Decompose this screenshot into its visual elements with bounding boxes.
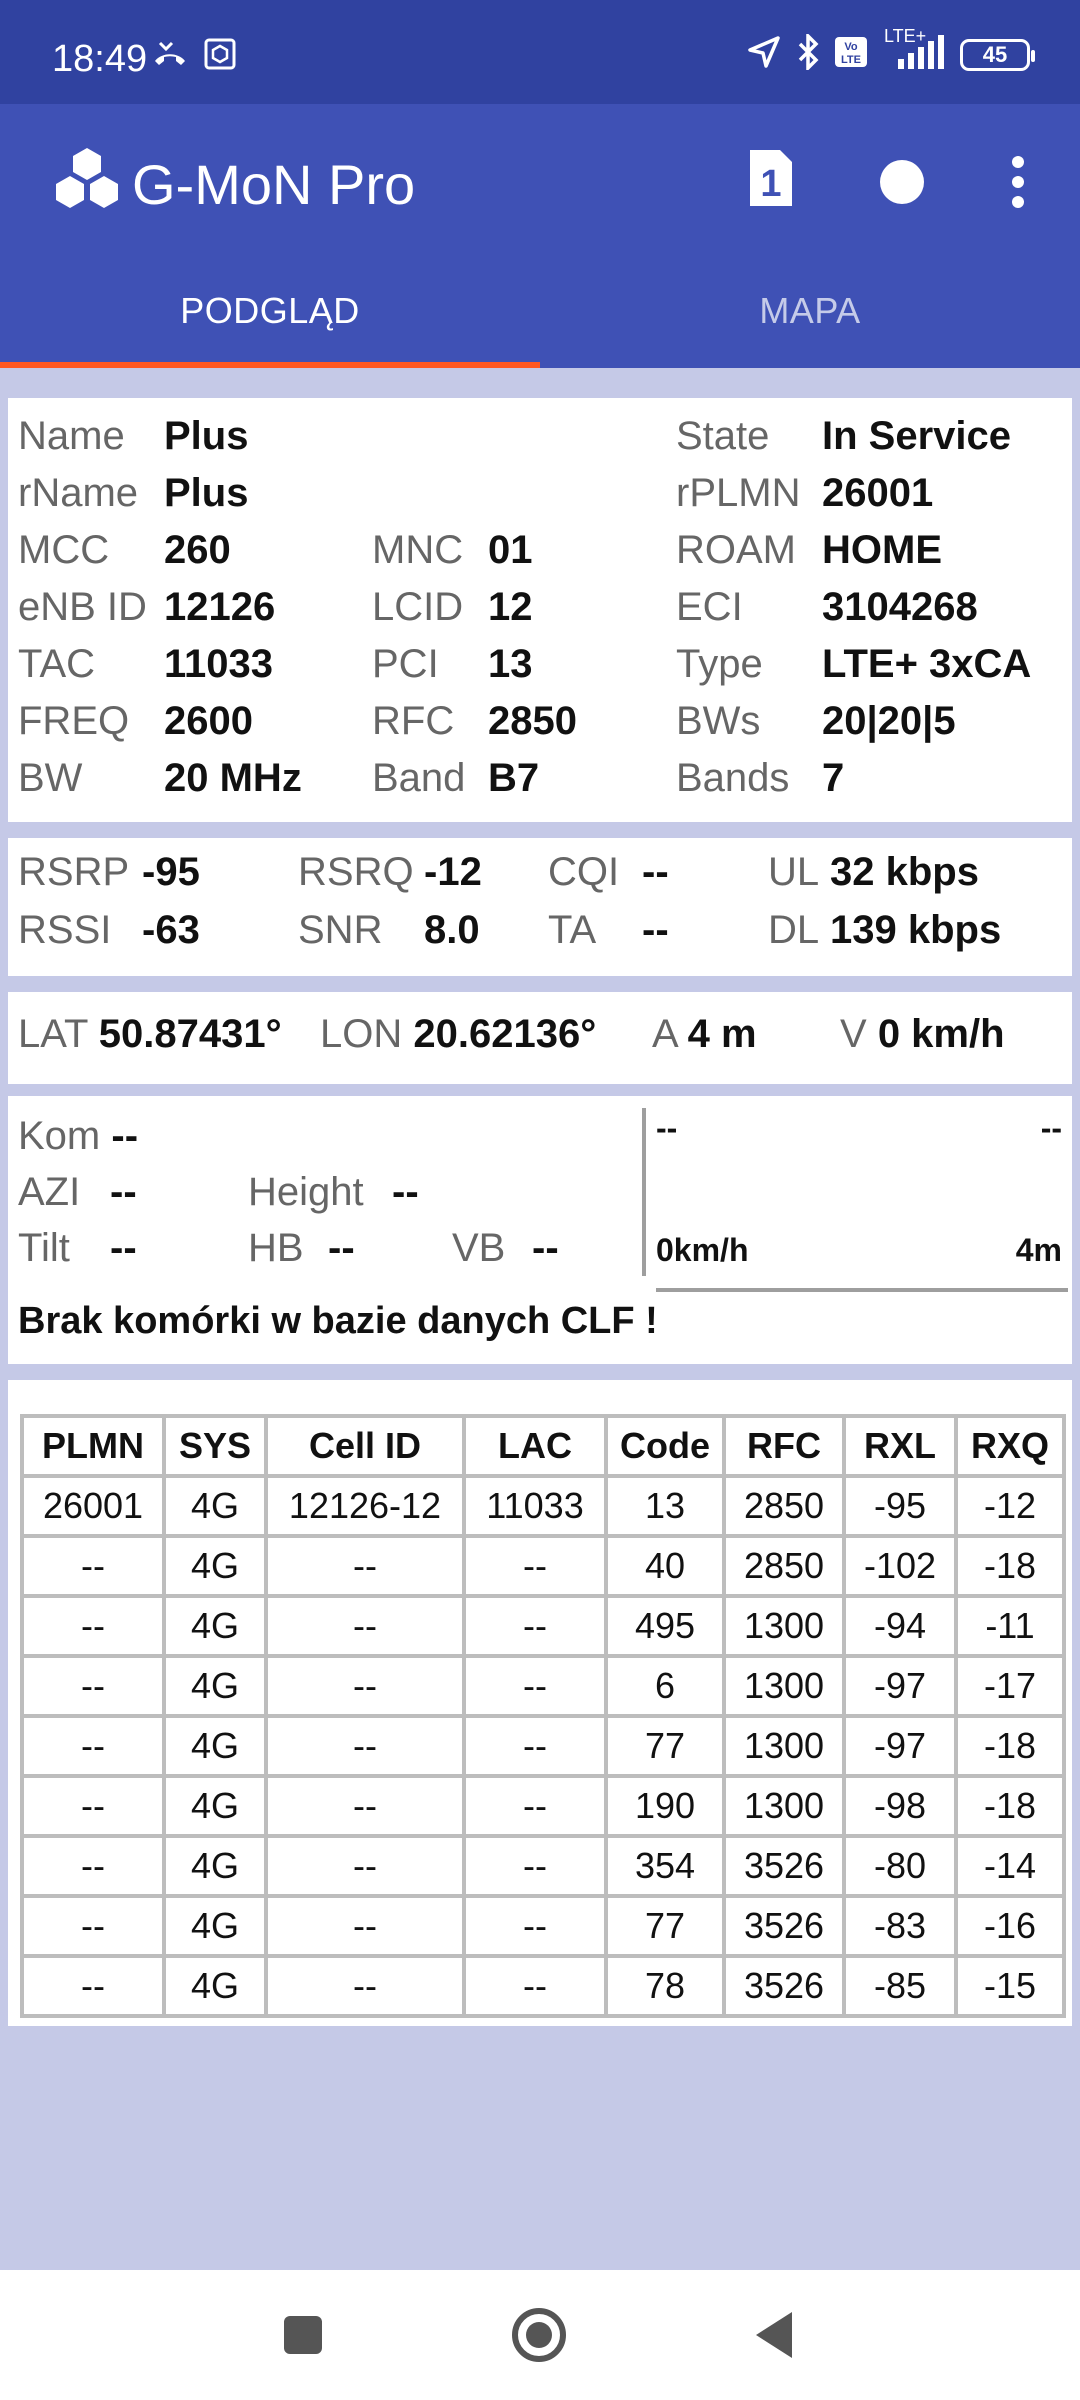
table-row xyxy=(22,1476,1064,1536)
table-row xyxy=(22,1596,1064,1656)
missed-call-icon xyxy=(152,39,188,74)
table-cell: 3526 xyxy=(724,1956,844,2016)
mcc-value: 260 xyxy=(164,528,231,572)
table-row xyxy=(22,1716,1064,1776)
rfc-label: RFC xyxy=(372,699,455,743)
band-label: Band xyxy=(372,756,466,800)
table-cell: -- xyxy=(464,1896,606,1956)
battery-icon: 45 xyxy=(960,39,1030,71)
lcid-label: LCID xyxy=(372,585,464,629)
col-plmn: PLMN xyxy=(22,1416,164,1476)
table-cell: -14 xyxy=(956,1836,1064,1896)
table-row xyxy=(22,1836,1064,1896)
bw-value: 20 MHz xyxy=(164,756,302,800)
rplmn-label: rPLMN xyxy=(676,471,801,515)
table-cell: 495 xyxy=(606,1596,724,1656)
col-code: Code xyxy=(606,1416,724,1476)
table-cell: -- xyxy=(22,1596,164,1656)
table-cell: 354 xyxy=(606,1836,724,1896)
table-cell: -97 xyxy=(844,1656,956,1716)
signal-card xyxy=(8,838,1072,976)
table-row xyxy=(22,1536,1064,1596)
tac-label: TAC xyxy=(18,642,96,686)
table-cell: 4G xyxy=(164,1896,266,1956)
table-cell: -- xyxy=(266,1956,464,2016)
table-cell: -83 xyxy=(844,1896,956,1956)
cqi-label: CQI xyxy=(548,850,620,894)
graph-top-right: -- xyxy=(1040,1110,1062,1146)
table-cell: 12126-12 xyxy=(266,1476,464,1536)
freq-label: FREQ xyxy=(18,699,130,743)
rplmn-value: 26001 xyxy=(822,471,934,515)
table-cell: 1300 xyxy=(724,1776,844,1836)
table-cell: -- xyxy=(22,1836,164,1896)
state-label: State xyxy=(676,414,770,458)
table-cell: -- xyxy=(22,1536,164,1596)
table-cell: -11 xyxy=(956,1596,1064,1656)
graph-bottom-right: 4m xyxy=(1015,1232,1062,1268)
neighbor-cells-table xyxy=(20,1414,1066,2018)
tilt-value: -- xyxy=(110,1226,137,1270)
col-rxl: RXL xyxy=(844,1416,956,1476)
enb-value: 12126 xyxy=(164,585,276,629)
name-label: Name xyxy=(18,414,125,458)
back-button[interactable] xyxy=(756,2312,792,2358)
site-card xyxy=(8,1096,1072,1364)
table-header-row xyxy=(22,1416,1064,1476)
table-cell: 4G xyxy=(164,1476,266,1536)
table-cell: -- xyxy=(464,1596,606,1656)
type-label: Type xyxy=(676,642,763,686)
table-cell: 40 xyxy=(606,1536,724,1596)
neighbor-cells-card xyxy=(8,1380,1072,2026)
rsrp-value: -95 xyxy=(142,850,200,894)
table-cell: -18 xyxy=(956,1716,1064,1776)
tab-podglad[interactable]: PODGLĄD xyxy=(0,254,540,368)
table-cell: 6 xyxy=(606,1656,724,1716)
roam-value: HOME xyxy=(822,528,942,572)
table-cell: 4G xyxy=(164,1656,266,1716)
signal-icon xyxy=(882,26,946,74)
lon-value: 20.62136° xyxy=(413,1012,597,1056)
kom-value: -- xyxy=(111,1114,139,1158)
sim-label: 1 xyxy=(760,163,782,205)
rssi-value: -63 xyxy=(142,908,200,952)
freq-value: 2600 xyxy=(164,699,253,743)
graph-top-left: -- xyxy=(656,1110,678,1146)
table-cell: 2850 xyxy=(724,1476,844,1536)
table-cell: 190 xyxy=(606,1776,724,1836)
home-button[interactable] xyxy=(512,2308,566,2362)
table-cell: -- xyxy=(266,1716,464,1776)
table-cell: 2850 xyxy=(724,1536,844,1596)
col-rxq: RXQ xyxy=(956,1416,1064,1476)
col-sys: SYS xyxy=(164,1416,266,1476)
rsrq-value: -12 xyxy=(424,850,482,894)
mnc-value: 01 xyxy=(488,528,533,572)
table-row xyxy=(22,1956,1064,2016)
tab-mapa[interactable]: MAPA xyxy=(759,290,861,331)
azi-label: AZI xyxy=(18,1170,81,1214)
hexagon-logo-icon xyxy=(52,146,122,216)
tac-value: 11033 xyxy=(164,642,274,686)
table-cell: 77 xyxy=(606,1896,724,1956)
table-cell: -102 xyxy=(844,1536,956,1596)
bws-label: BWs xyxy=(676,699,761,743)
altitude-value: 4 m xyxy=(687,1012,757,1056)
eci-value: 3104268 xyxy=(822,585,978,629)
app-notification-icon xyxy=(204,38,236,75)
table-cell: -16 xyxy=(956,1896,1064,1956)
table-cell: -- xyxy=(464,1656,606,1716)
table-cell: 1300 xyxy=(724,1656,844,1716)
app-title: G-MoN Pro xyxy=(132,153,416,216)
clf-warning: Brak komórki w bazie danych CLF ! xyxy=(18,1300,658,1342)
table-row xyxy=(22,1896,1064,1956)
volte-icon xyxy=(834,36,868,73)
table-cell: 3526 xyxy=(724,1896,844,1956)
table-cell: -- xyxy=(266,1656,464,1716)
state-value: In Service xyxy=(822,414,1012,458)
pci-value: 13 xyxy=(488,642,533,686)
table-cell: -15 xyxy=(956,1956,1064,2016)
table-row xyxy=(22,1656,1064,1716)
vb-value: -- xyxy=(532,1226,559,1270)
speed-label: V xyxy=(840,1012,867,1056)
table-cell: -- xyxy=(464,1536,606,1596)
col-cell-id: Cell ID xyxy=(266,1416,464,1476)
graph-divider-vertical xyxy=(642,1108,646,1276)
cqi-value: -- xyxy=(642,850,669,894)
ta-value: -- xyxy=(642,908,669,952)
table-cell: -- xyxy=(266,1836,464,1896)
mnc-label: MNC xyxy=(372,528,464,572)
table-cell: -12 xyxy=(956,1476,1064,1536)
lcid-value: 12 xyxy=(488,585,533,629)
altitude-label: A xyxy=(652,1012,677,1056)
kom-label: Kom xyxy=(18,1114,101,1158)
table-cell: 4G xyxy=(164,1716,266,1776)
ul-label: UL xyxy=(768,850,820,894)
status-left-icons xyxy=(152,38,236,75)
name-value: Plus xyxy=(164,414,249,458)
table-cell: -- xyxy=(22,1776,164,1836)
table-cell: -- xyxy=(464,1836,606,1896)
table-cell: 3526 xyxy=(724,1836,844,1896)
table-cell: -17 xyxy=(956,1656,1064,1716)
table-cell: 4G xyxy=(164,1776,266,1836)
bw-label: BW xyxy=(18,756,83,800)
status-time: 18:49 xyxy=(52,38,148,80)
rsrp-label: RSRP xyxy=(18,850,130,894)
table-cell: -80 xyxy=(844,1836,956,1896)
table-cell: -- xyxy=(22,1956,164,2016)
table-cell: -18 xyxy=(956,1776,1064,1836)
dl-label: DL xyxy=(768,908,820,952)
location-arrow-icon xyxy=(746,34,782,75)
table-cell: -95 xyxy=(844,1476,956,1536)
lat-label: LAT xyxy=(18,1012,88,1056)
bws-value: 20|20|5 xyxy=(822,699,956,743)
table-cell: 26001 xyxy=(22,1476,164,1536)
eci-label: ECI xyxy=(676,585,743,629)
table-cell: -- xyxy=(22,1896,164,1956)
snr-value: 8.0 xyxy=(424,908,480,952)
table-cell: 13 xyxy=(606,1476,724,1536)
cell-info-card xyxy=(8,398,1072,822)
lat-value: 50.87431° xyxy=(98,1012,282,1056)
table-cell: -- xyxy=(22,1716,164,1776)
ul-value: 32 kbps xyxy=(830,850,979,894)
rssi-label: RSSI xyxy=(18,908,112,952)
table-row xyxy=(22,1776,1064,1836)
table-cell: 77 xyxy=(606,1716,724,1776)
table-cell: 11033 xyxy=(464,1476,606,1536)
table-cell: 4G xyxy=(164,1956,266,2016)
table-cell: 1300 xyxy=(724,1716,844,1776)
svg-text:LTE: LTE xyxy=(841,54,861,66)
hb-value: -- xyxy=(328,1226,355,1270)
table-cell: -- xyxy=(464,1776,606,1836)
table-cell: -18 xyxy=(956,1536,1064,1596)
app-bar xyxy=(0,104,1080,368)
dl-value: 139 kbps xyxy=(830,908,1002,952)
height-label: Height xyxy=(248,1170,364,1214)
table-cell: -- xyxy=(464,1956,606,2016)
tilt-label: Tilt xyxy=(18,1226,70,1270)
sim-1-button[interactable] xyxy=(744,148,796,213)
bands-value: 7 xyxy=(822,756,845,800)
recents-button[interactable] xyxy=(284,2316,322,2354)
tab-bar xyxy=(0,254,1080,368)
band-value: B7 xyxy=(488,756,540,800)
graph-bottom-left: 0km/h xyxy=(656,1232,749,1268)
more-options-icon[interactable] xyxy=(1008,154,1028,215)
table-cell: -85 xyxy=(844,1956,956,2016)
table-cell: 4G xyxy=(164,1596,266,1656)
speed-value: 0 km/h xyxy=(877,1012,1005,1056)
table-cell: -- xyxy=(464,1716,606,1776)
record-button[interactable] xyxy=(880,160,924,204)
table-cell: -- xyxy=(22,1656,164,1716)
status-bar xyxy=(0,0,1080,104)
lte-tag: LTE+ xyxy=(884,26,927,46)
table-cell: -- xyxy=(266,1536,464,1596)
col-lac: LAC xyxy=(464,1416,606,1476)
lon-label: LON xyxy=(320,1012,403,1056)
table-cell: 1300 xyxy=(724,1596,844,1656)
bluetooth-icon xyxy=(796,34,820,75)
location-card xyxy=(8,992,1072,1084)
rfc-value: 2850 xyxy=(488,699,577,743)
table-cell: -98 xyxy=(844,1776,956,1836)
roam-label: ROAM xyxy=(676,528,796,572)
rsrq-label: RSRQ xyxy=(298,850,414,894)
table-cell: 4G xyxy=(164,1836,266,1896)
table-cell: 78 xyxy=(606,1956,724,2016)
table-cell: -97 xyxy=(844,1716,956,1776)
bands-label: Bands xyxy=(676,756,790,800)
table-cell: -- xyxy=(266,1776,464,1836)
mcc-label: MCC xyxy=(18,528,110,572)
table-cell: -- xyxy=(266,1896,464,1956)
status-right-icons xyxy=(746,26,1030,75)
type-value: LTE+ 3xCA xyxy=(822,642,1032,686)
svg-text:Vo: Vo xyxy=(844,41,858,53)
height-value: -- xyxy=(392,1170,419,1214)
azi-value: -- xyxy=(110,1170,137,1214)
table-cell: -- xyxy=(266,1596,464,1656)
table-cell: -94 xyxy=(844,1596,956,1656)
hb-label: HB xyxy=(248,1226,304,1270)
graph-divider-horizontal xyxy=(656,1288,1068,1292)
col-rfc: RFC xyxy=(724,1416,844,1476)
enb-label: eNB ID xyxy=(18,585,147,629)
pci-label: PCI xyxy=(372,642,439,686)
navigation-bar xyxy=(0,2270,1080,2400)
rname-label: rName xyxy=(18,471,139,515)
snr-label: SNR xyxy=(298,908,383,952)
ta-label: TA xyxy=(548,908,597,952)
vb-label: VB xyxy=(452,1226,506,1270)
rname-value: Plus xyxy=(164,471,249,515)
table-cell: 4G xyxy=(164,1536,266,1596)
